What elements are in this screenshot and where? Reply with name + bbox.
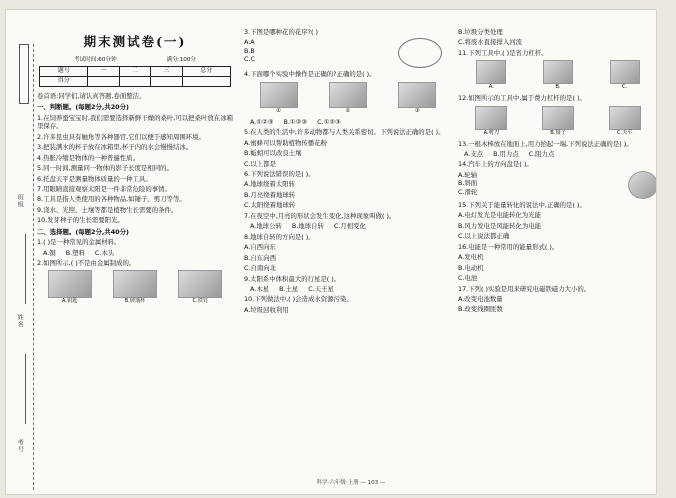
full-label: 满分:100分 [166, 56, 196, 63]
score-table: 题号 一 二 三 总分 得分 [39, 66, 231, 87]
section-2-title: 二、选择题。(每题2分,共40分) [37, 227, 129, 236]
q12-figures: A.剪刀 B.镊子 C.天平 [458, 106, 657, 137]
question: 8.工具是指人类使用的各种物品,如锤子、剪刀等等。 [37, 195, 186, 204]
q11-figures: A. B. C. [458, 60, 657, 91]
binding-stub [12, 44, 34, 490]
stub-name: 姓名 [16, 314, 24, 329]
q4-figures: ① ② ③ [244, 82, 452, 115]
question: 7.用眼睛直接观察太阳是一件非常危险的事情。 [37, 184, 171, 193]
stub-class: 班级 [16, 194, 24, 209]
column-3: B.垃圾分类处理 C.将废水直接排入河流 11.下列工具中,( )是省力杠杆。 A. B. C. 12.如图所示的工具中,属于费力杠杆的是( )。 A.剪刀 B.镊子 C.天平 13.一根木棒放在地面上,用力抬起一端,下列说法正确的是( )。 A.支点 B.用力点 C.阻力点 14.汽车上的方向盘是( )。 A.轮轴 B.斜面 C.滑轮 15.下列关于能量转化的说法中,正确的是( )。 A.电灯发光是电能转化为光能 B.风力发电是风能转化为电能 C.以上说法都正确 16.电能是一种常用的能量形式( )。 A.发电机 B.电动机 C.电池 17.下列( )实验是用来研究电磁铁磁力大小的。 A.改变电池数量 B.改变线圈匝数 [458, 10, 657, 316]
stub-id: 考号 [16, 439, 24, 454]
question: 10.发芽种子的生长需要阳光。 [37, 216, 124, 225]
time-label: 考试时间:60分钟 [74, 56, 117, 63]
question: 9.浇水、光照、土壤等都是植物生长需要的条件。 [37, 205, 178, 214]
q2-images: A.钥匙 B.玻璃杯 C.铁钉 [37, 270, 233, 305]
question: 5.同一时间,测量同一物体的影子长度是相同的。 [37, 164, 173, 173]
stub-box [19, 44, 29, 104]
intro: 卷首语:同学们,请认真答题,卷面整洁。 [37, 91, 146, 100]
exam-page [5, 9, 657, 495]
column-2: 3.下图是哪种花的花序?( ) A.A B.B C.C 4.下面哪个实验中操作是正确的?正确的是( )。 ① ② ③ A.①②③ B.①②③ C.①②③ 5.在人类的生活中,许多动物都与人类关系密切。下列说法正确的是( )。 A.蜜蜂可以帮助植物传播花粉 B.蚯蚓可以改良土壤 C.以上都是 6.下列说法错误的是( )。 A.地球绕着太阳转 B.月亮绕着地球转 C.太阳绕着地球转 7.在夜空中,月亮的形状会发生变化,这种现象叫做( )。 A.地球公转 B.地球自转 C.月相变化 8.地球自转的方向是( )。 A.自西向东 B.自东向西 C.自南向北 9.太阳系中体积最大的行星是( )。 A.木星 B.土星 C.天王星 10.下列做法中,( )会造成水资源污染。 A.垃圾回收利用 [244, 10, 452, 316]
page-title: 期末测试卷(一) [83, 34, 187, 49]
question: 2.许多昆虫具有触角等各种器官,它们以便于感知周围环境。 [37, 132, 205, 141]
question: 4.热胀冷缩是物体的一种普遍性质。 [37, 153, 139, 162]
question: 6.托盘天平是测量物体质量的一种工具。 [37, 174, 152, 183]
photo-nail [178, 270, 222, 298]
photo-glass [113, 270, 157, 298]
question: 1.在饲养蚕宝宝时,我们需要选择新鲜干燥的桑叶,可以把桑叶放在冰箱里保存。 [37, 113, 233, 131]
flower-diagram [398, 38, 442, 68]
question: 3.把装满水的杯子放在冰箱里,杯子内的水会慢慢结冰。 [37, 143, 193, 152]
page-footer: 科学·六年级·上册 — 103 — [316, 480, 386, 486]
photo-key [48, 270, 92, 298]
steering-wheel-photo [628, 171, 657, 199]
section-1-title: 一、判断题。(每题2分,共20分) [37, 103, 129, 112]
column-1: 期末测试卷(一) 考试时间:60分钟 满分:100分 题号 一 二 三 总分 得分 卷首语:同学们,请认真答题,卷面整洁。 一、判断题。(每题2分,共20分) 1.在饲养蚕宝宝时,我们需要选择新鲜干燥的桑叶,可以把桑叶放在冰箱里保存。 2.许多昆虫具有触角等各种器官,它们以便于感知周围环境。 3.把装满水的杯子放在冰箱里,杯子内的水会慢慢结冰。 4.热胀冷缩是物体的一种普遍性质。 5.同一时间,测量同一物体的影子长度是相同的。 6.托盘天平是测量物体质量的一种工具。 7.用眼睛直接观察太阳是一件非常危险的事情。 8.工具是指人类使用的各种物品,如锤子、剪刀等等。 9.浇水、光照、土壤等都是植物生长需要的条件。 10.发芽种子的生长需要阳光。 二、选择题。(每题2分,共40分) 1.( )是一种常见的金属材料。 A.铜 B.塑料 C.木头 2.如图所示,( )不是由金属制成的。 A.钥匙 B.玻璃杯 C.铁钉 [37, 34, 233, 304]
